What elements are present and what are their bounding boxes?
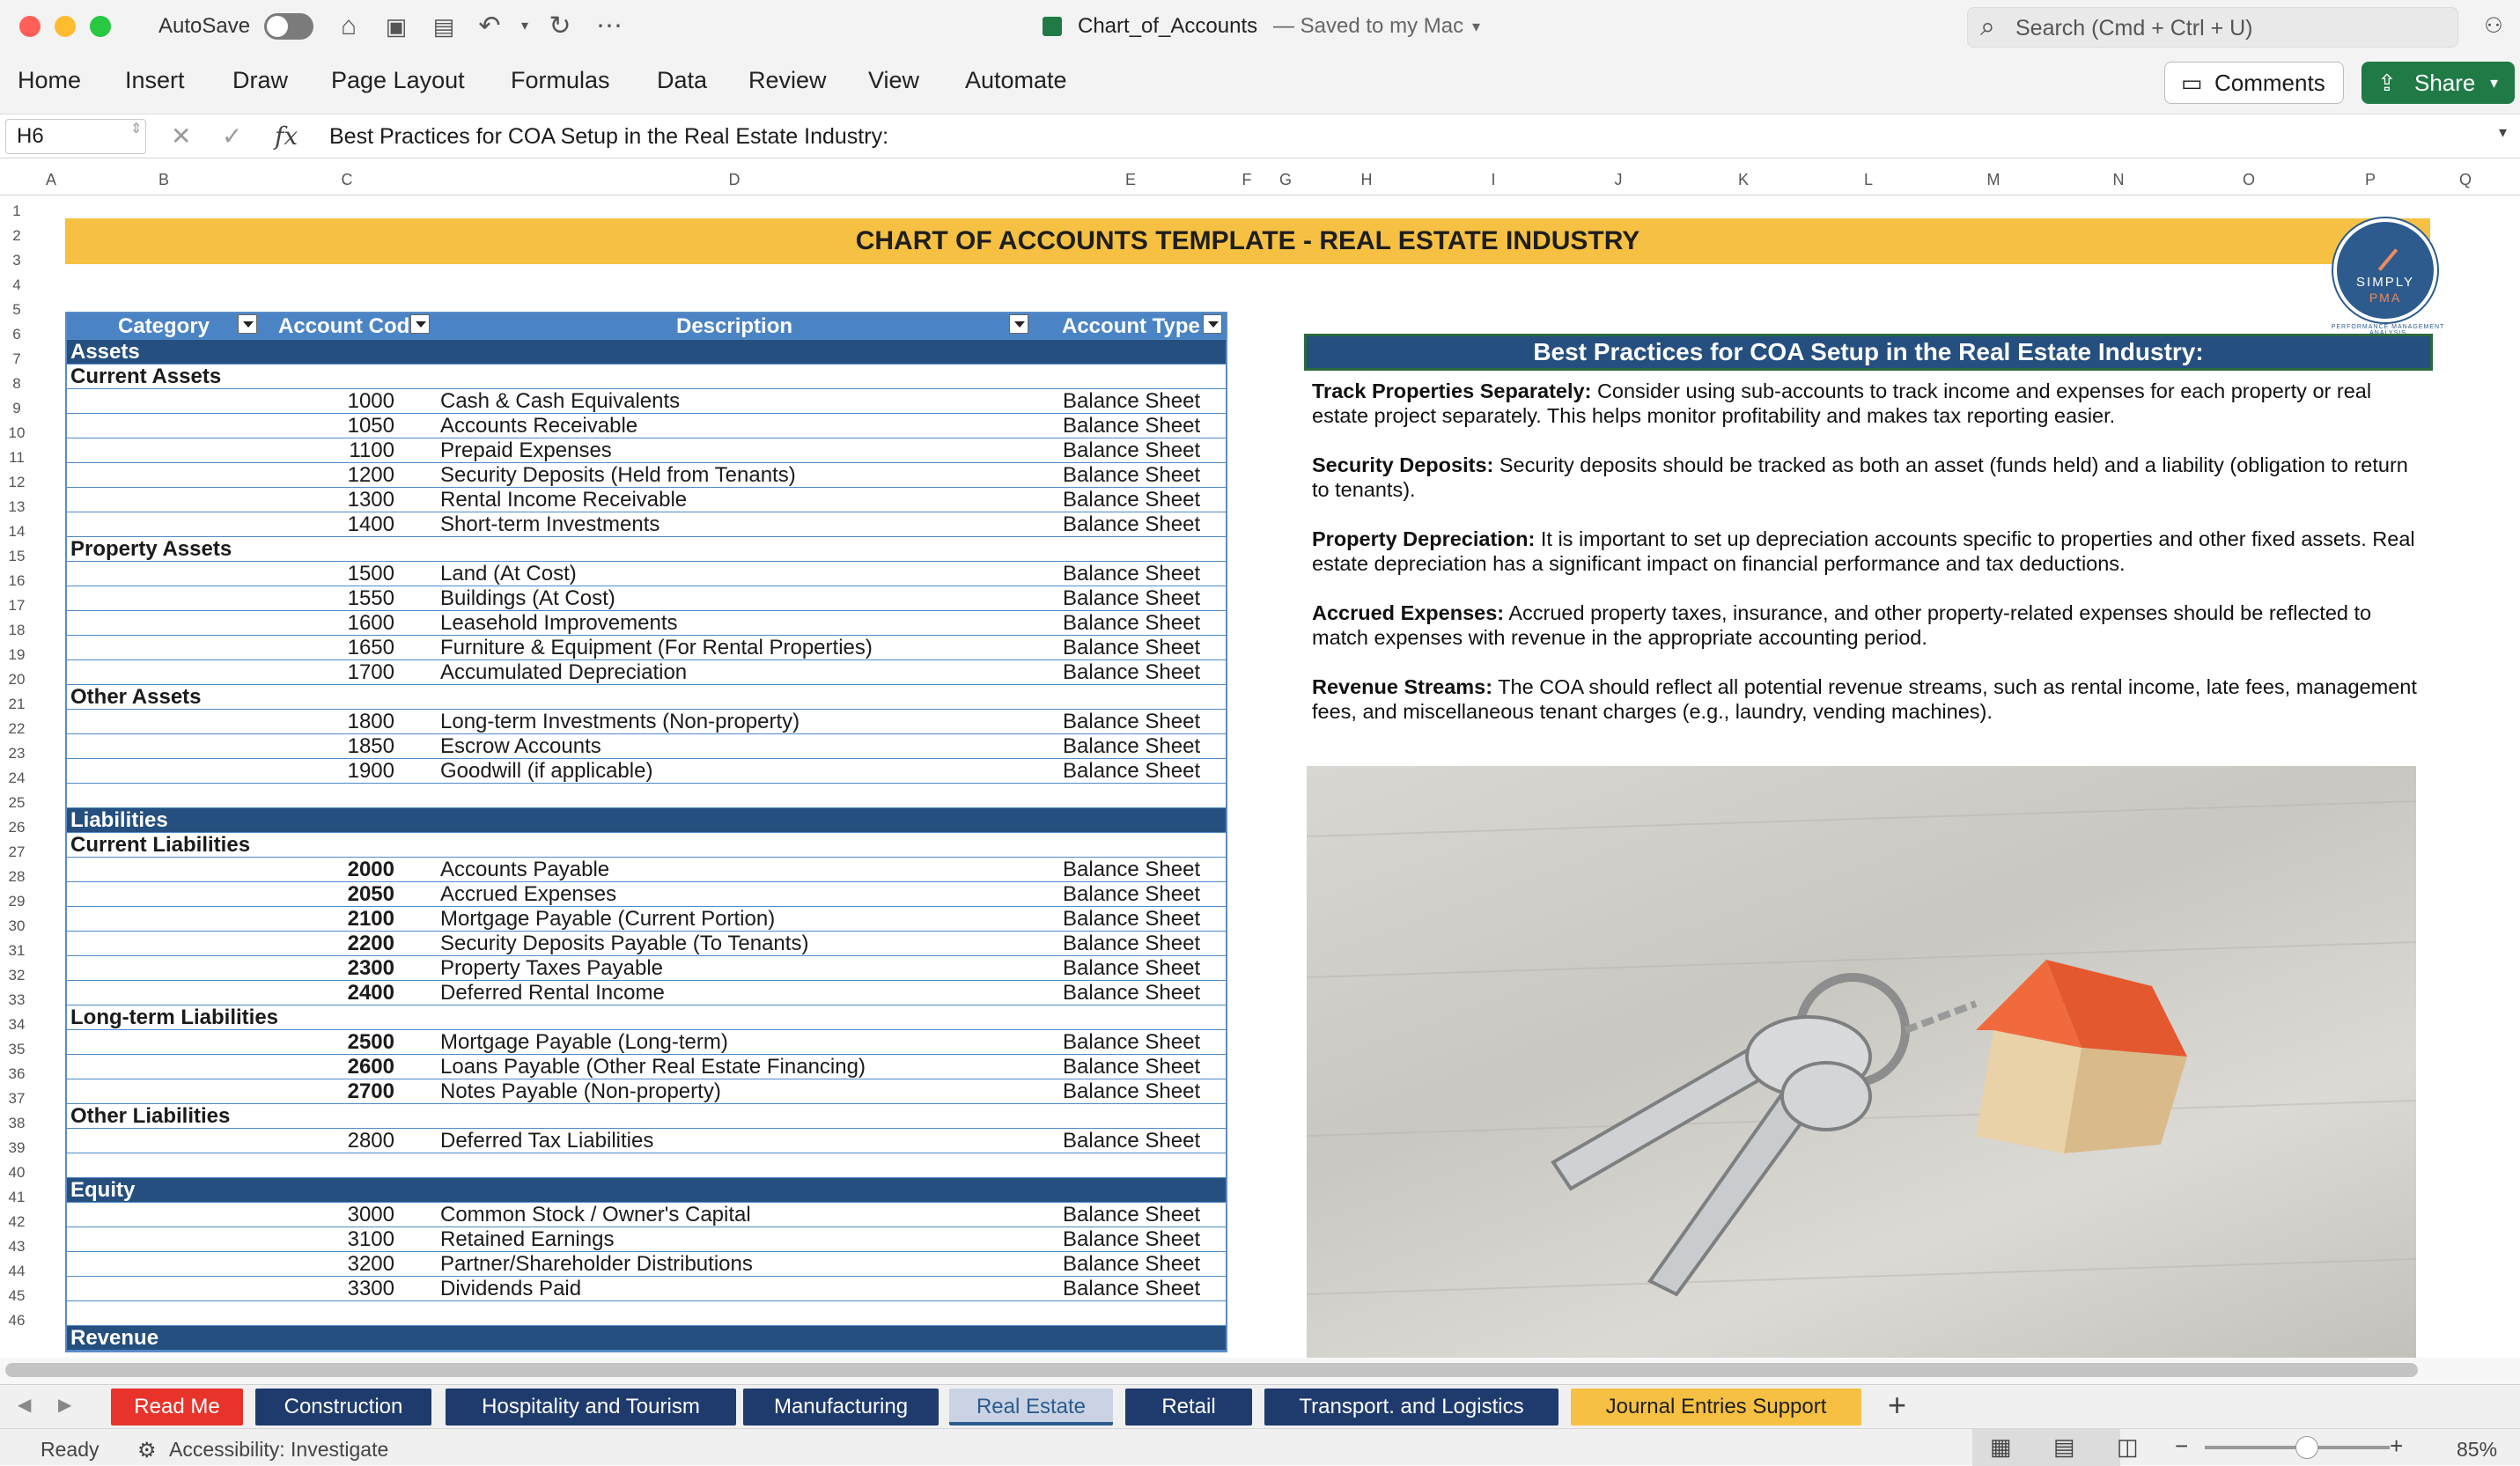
account-type[interactable]: Balance Sheet <box>1063 1252 1201 1276</box>
best-practice-text: Consider using sub-accounts to track income and expenses for each property or real estate project separately. This helps monitor profitability and makes tax reporting easier. <box>1312 379 2372 427</box>
search-input[interactable]: Search (Cmd + Ctrl + U) <box>2015 16 2253 41</box>
account-description[interactable]: Security Deposits (Held from Tenants) <box>440 463 796 487</box>
account-type[interactable]: Balance Sheet <box>1063 1055 1201 1079</box>
row-header[interactable]: 12 <box>8 474 26 490</box>
page-layout-view-icon[interactable]: ▤ <box>2053 1433 2075 1460</box>
account-code[interactable]: 1500 <box>347 562 394 586</box>
row-header[interactable]: 30 <box>8 917 26 934</box>
row-header[interactable]: 16 <box>8 572 26 589</box>
header-account-code: Account Cod <box>278 314 410 338</box>
account-type[interactable]: Balance Sheet <box>1063 882 1201 906</box>
table-row <box>67 1030 1226 1055</box>
account-type[interactable]: Balance Sheet <box>1063 562 1201 586</box>
table-row <box>67 389 1226 414</box>
column-header[interactable]: D <box>728 171 741 188</box>
row-header[interactable]: 29 <box>8 893 26 910</box>
account-code[interactable]: 1800 <box>347 710 394 733</box>
account-type[interactable]: Balance Sheet <box>1063 488 1201 512</box>
account-description[interactable]: Escrow Accounts <box>440 734 601 758</box>
account-type[interactable]: Balance Sheet <box>1063 1203 1201 1227</box>
row-header[interactable]: 36 <box>8 1065 26 1082</box>
section-row: Liabilities <box>67 808 1226 833</box>
account-code[interactable]: 1550 <box>347 586 394 610</box>
account-code[interactable]: 1000 <box>347 389 394 413</box>
comments-button[interactable] <box>2164 62 2344 104</box>
section-row: Equity <box>67 1178 1226 1203</box>
table-row <box>67 907 1226 932</box>
row-header[interactable]: 46 <box>8 1312 26 1329</box>
house-keys-photo <box>1307 766 2416 1358</box>
column-header[interactable]: J <box>1614 171 1623 188</box>
row-header[interactable]: 21 <box>8 696 26 712</box>
account-type[interactable]: Balance Sheet <box>1063 414 1201 438</box>
section-row: Assets <box>67 340 1226 365</box>
keys-illustration <box>1307 766 2416 1358</box>
best-practice-item <box>1312 674 2421 724</box>
scrollbar-thumb[interactable] <box>5 1363 2418 1377</box>
accessibility-status[interactable]: Accessibility: Investigate <box>169 1438 389 1461</box>
cancel-icon[interactable]: ✕ <box>171 122 192 150</box>
table-row <box>67 636 1226 660</box>
row-header[interactable]: 28 <box>8 868 26 885</box>
add-sheet-button[interactable]: + <box>1888 1387 1907 1423</box>
title-chevron-down-icon[interactable]: ▾ <box>1472 18 1481 35</box>
comment-icon: ▭ <box>2181 70 2203 96</box>
normal-view-icon[interactable]: ▦ <box>1990 1433 2012 1460</box>
account-description[interactable]: Prepaid Expenses <box>440 438 612 462</box>
row-header[interactable]: 34 <box>8 1016 26 1033</box>
row-header[interactable]: 37 <box>8 1090 26 1107</box>
logo-text-2: PMA <box>2369 291 2402 305</box>
search-icon: ⌕ <box>1980 12 1995 41</box>
sheet-tab[interactable]: Manufacturing <box>743 1389 939 1425</box>
table-row <box>67 488 1226 512</box>
home-icon[interactable]: ⌂ <box>340 11 357 41</box>
tab-draw[interactable]: Draw <box>232 67 289 93</box>
best-practice-heading: Revenue Streams: <box>1312 675 1493 698</box>
account-description[interactable]: Deferred Rental Income <box>440 981 665 1005</box>
gauge-needle-icon <box>2378 248 2398 271</box>
tab-review[interactable]: Review <box>748 67 827 93</box>
tab-formulas[interactable]: Formulas <box>511 67 610 93</box>
subsection-row: Property Assets <box>67 537 1226 562</box>
row-header[interactable]: 18 <box>8 622 26 638</box>
account-code[interactable]: 1700 <box>347 660 394 684</box>
minimize-window-button[interactable] <box>55 16 76 37</box>
account-type[interactable]: Balance Sheet <box>1063 932 1201 955</box>
share-button[interactable] <box>2362 62 2515 104</box>
table-row <box>67 882 1226 907</box>
account-type[interactable]: Balance Sheet <box>1063 981 1201 1005</box>
row-header[interactable]: 17 <box>8 597 26 614</box>
best-practice-heading: Accrued Expenses: <box>1312 601 1505 624</box>
account-description[interactable]: Property Taxes Payable <box>440 956 664 980</box>
row-header[interactable]: 44 <box>8 1263 26 1279</box>
account-type[interactable]: Balance Sheet <box>1063 907 1201 931</box>
row-header[interactable]: 42 <box>8 1213 26 1230</box>
best-practice-text: Security deposits should be tracked as both an asset (funds held) and a liability (obligation to return to tenants). <box>1312 453 2408 501</box>
zoom-window-button[interactable] <box>90 16 111 37</box>
account-code[interactable]: 2000 <box>347 858 394 881</box>
column-header[interactable]: P <box>2364 171 2376 188</box>
sheet-tab[interactable]: Read Me <box>111 1389 243 1425</box>
table-row <box>67 981 1226 1006</box>
sheet-tab[interactable]: Hospitality and Tourism <box>446 1389 736 1425</box>
account-code[interactable]: 1850 <box>347 734 394 758</box>
row-header[interactable]: 24 <box>8 770 26 786</box>
table-row <box>67 1227 1226 1252</box>
account-description[interactable]: Cash & Cash Equivalents <box>440 389 681 413</box>
row-header[interactable]: 11 <box>9 449 25 466</box>
account-code[interactable]: 1100 <box>349 438 394 462</box>
row-header[interactable]: 43 <box>8 1238 26 1255</box>
autosave-toggle[interactable] <box>264 13 313 40</box>
column-header[interactable]: L <box>1863 171 1873 188</box>
table-row <box>67 414 1226 438</box>
account-code[interactable]: 2500 <box>347 1030 394 1054</box>
account-description[interactable]: Furniture & Equipment (For Rental Properties) <box>440 636 873 659</box>
column-header[interactable]: F <box>1242 171 1252 188</box>
table-row <box>67 1055 1226 1079</box>
prev-sheet-icon[interactable]: ◀ <box>18 1396 32 1415</box>
best-practice-item <box>1312 453 2421 502</box>
best-practice-text: It is important to set up depreciation accounts specific to properties and other fixed assets. Real estate depreciation has a significant impact on financial performance and tax deductions. <box>1312 527 2415 575</box>
account-code[interactable]: 1050 <box>347 414 394 438</box>
row-header[interactable]: 4 <box>12 276 21 293</box>
account-code[interactable]: 3000 <box>347 1203 394 1227</box>
table-row <box>67 932 1226 956</box>
formula-bar <box>0 114 2520 158</box>
row-header[interactable]: 26 <box>8 819 26 836</box>
best-practice-item <box>1312 600 2421 650</box>
excel-file-icon <box>1043 17 1062 36</box>
zoom-slider-thumb[interactable] <box>2295 1436 2318 1459</box>
share-label: Share <box>2414 70 2476 96</box>
subsection-row: Long-term Liabilities <box>67 1006 1226 1030</box>
accessibility-icon[interactable]: ⚙ <box>137 1439 157 1462</box>
account-type[interactable]: Balance Sheet <box>1063 389 1201 413</box>
account-description[interactable]: Rental Income Receivable <box>440 488 688 512</box>
row-header[interactable]: 40 <box>8 1164 26 1181</box>
account-type[interactable]: Balance Sheet <box>1063 586 1201 610</box>
account-description[interactable]: Partner/Shareholder Distributions <box>440 1252 753 1276</box>
account-type[interactable]: Balance Sheet <box>1063 438 1201 462</box>
column-header[interactable]: M <box>1986 171 2001 188</box>
account-code[interactable]: 3100 <box>347 1227 394 1251</box>
account-description[interactable]: Accounts Payable <box>440 858 610 881</box>
account-code[interactable]: 1900 <box>347 759 394 783</box>
account-code[interactable]: 2400 <box>347 981 394 1005</box>
zoom-slider[interactable] <box>2205 1446 2390 1449</box>
table-row <box>67 1129 1226 1153</box>
table-row <box>67 734 1226 759</box>
table-row <box>67 562 1226 586</box>
account-code[interactable]: 2050 <box>347 882 394 906</box>
account-type[interactable]: Balance Sheet <box>1063 1227 1201 1251</box>
account-code[interactable]: 1650 <box>347 636 394 659</box>
table-row <box>67 1203 1226 1227</box>
account-description[interactable]: Retained Earnings <box>440 1227 615 1251</box>
subsection-row: Current Assets <box>67 365 1226 389</box>
section-row: Revenue <box>67 1326 1226 1351</box>
column-header[interactable]: K <box>1737 171 1749 188</box>
tab-automate[interactable]: Automate <box>965 67 1067 93</box>
more-icon[interactable]: ⋯ <box>596 11 623 41</box>
subsection-row: Other Liabilities <box>67 1104 1226 1129</box>
row-header[interactable]: 32 <box>8 967 26 983</box>
tab-insert[interactable]: Insert <box>125 67 185 93</box>
column-header[interactable]: G <box>1278 171 1292 188</box>
fx-icon[interactable]: fx <box>275 122 298 151</box>
account-type[interactable]: Balance Sheet <box>1063 1129 1201 1153</box>
column-header[interactable]: N <box>2112 171 2125 188</box>
table-row <box>67 611 1226 636</box>
next-sheet-icon[interactable]: ▶ <box>58 1396 72 1415</box>
subsection-row: Other Assets <box>67 685 1226 710</box>
account-code[interactable]: 2600 <box>347 1055 394 1079</box>
table-row <box>67 586 1226 611</box>
column-header[interactable]: A <box>45 171 56 188</box>
table-row <box>67 759 1226 784</box>
account-code[interactable]: 2300 <box>347 956 394 980</box>
description-filter-button[interactable] <box>1009 314 1028 334</box>
account-description[interactable]: Common Stock / Owner's Capital <box>440 1203 751 1227</box>
account-description[interactable]: Long-term Investments (Non-property) <box>440 710 800 733</box>
column-header[interactable]: O <box>2242 171 2255 188</box>
table-row <box>67 1252 1226 1277</box>
name-box-stepper-icon[interactable]: ⇕ <box>130 122 143 136</box>
account-code[interactable]: 2800 <box>347 1129 394 1153</box>
row-header[interactable]: 39 <box>8 1139 26 1156</box>
tab-data[interactable]: Data <box>657 67 708 93</box>
title-bar <box>0 0 2520 55</box>
column-header[interactable]: C <box>341 171 353 188</box>
ribbon-tabs <box>0 55 2520 114</box>
row-header[interactable]: 23 <box>8 745 26 762</box>
account-type[interactable]: Balance Sheet <box>1063 463 1201 487</box>
account-description[interactable]: Loans Payable (Other Real Estate Financing) <box>440 1055 866 1079</box>
account-description[interactable]: Accrued Expenses <box>440 882 617 906</box>
name-box[interactable]: H6 <box>5 119 146 154</box>
row-header[interactable]: 3 <box>12 252 21 269</box>
type-filter-button[interactable] <box>1203 314 1222 334</box>
row-header[interactable]: 38 <box>8 1115 26 1131</box>
table-row <box>67 463 1226 488</box>
row-header[interactable]: 41 <box>8 1189 26 1205</box>
row-header[interactable]: 27 <box>8 844 26 860</box>
share-icon: ⇪ <box>2377 70 2397 96</box>
account-description[interactable]: Accumulated Depreciation <box>440 660 688 684</box>
account-description[interactable]: Deferred Tax Liabilities <box>440 1129 654 1153</box>
search-box[interactable] <box>1967 7 2458 48</box>
account-description[interactable]: Mortgage Payable (Current Portion) <box>440 907 776 931</box>
row-header[interactable]: 14 <box>8 523 26 540</box>
row-header[interactable]: 13 <box>8 498 26 515</box>
sheet-tab[interactable]: Journal Entries Support <box>1571 1389 1861 1425</box>
blank-row <box>67 1301 1226 1326</box>
zoom-level[interactable]: 85% <box>2457 1438 2498 1461</box>
row-header[interactable]: 8 <box>12 375 21 392</box>
table-row <box>67 660 1226 685</box>
table-body <box>67 340 1226 1351</box>
column-header[interactable]: E <box>1124 171 1136 188</box>
comments-label: Comments <box>2214 70 2325 96</box>
simply-pma-logo <box>2333 218 2437 322</box>
account-type[interactable]: Balance Sheet <box>1063 759 1201 783</box>
horizontal-scrollbar[interactable] <box>0 1358 2520 1384</box>
file-name: Chart_of_Accounts <box>1078 14 1258 38</box>
enter-icon[interactable]: ✓ <box>222 122 243 150</box>
sheet-tab[interactable]: Construction <box>255 1389 431 1425</box>
account-type[interactable]: Balance Sheet <box>1063 512 1201 536</box>
column-header[interactable]: B <box>158 171 169 188</box>
column-header[interactable]: H <box>1360 171 1373 188</box>
row-header[interactable]: 22 <box>8 720 26 737</box>
account-description[interactable]: Land (At Cost) <box>440 562 577 586</box>
sheet-tabs-bar <box>0 1384 2520 1428</box>
account-type[interactable]: Balance Sheet <box>1063 1277 1201 1300</box>
best-practice-heading: Track Properties Separately: <box>1312 379 1592 402</box>
table-header-row <box>67 313 1226 340</box>
row-header[interactable]: 5 <box>12 301 21 318</box>
row-header[interactable]: 1 <box>12 203 21 219</box>
table-row <box>67 1079 1226 1104</box>
account-description[interactable]: Short-term Investments <box>440 512 660 536</box>
row-header[interactable]: 35 <box>8 1041 26 1057</box>
status-ready: Ready <box>41 1438 99 1461</box>
row-header[interactable]: 2 <box>12 227 21 244</box>
account-code[interactable]: 1200 <box>347 463 394 487</box>
save-icon[interactable]: ▣ <box>385 13 408 40</box>
account-description[interactable]: Dividends Paid <box>440 1277 582 1300</box>
sheet-tab[interactable]: Real Estate <box>949 1389 1113 1425</box>
account-description[interactable]: Security Deposits Payable (To Tenants) <box>440 932 809 955</box>
header-category: Category <box>118 314 210 338</box>
row-header[interactable]: 15 <box>8 548 26 564</box>
row-header[interactable]: 19 <box>8 646 26 663</box>
tab-home[interactable]: Home <box>18 67 82 93</box>
table-row <box>67 512 1226 537</box>
formula-input[interactable]: Best Practices for COA Setup in the Real Estate Industry: <box>329 124 889 149</box>
account-type[interactable]: Balance Sheet <box>1063 1030 1201 1054</box>
redo-icon[interactable]: ↻ <box>549 11 571 41</box>
table-row <box>67 858 1226 882</box>
sheet-title-banner: CHART OF ACCOUNTS TEMPLATE - REAL ESTATE INDUSTRY <box>65 218 2430 264</box>
logo-text: SIMPLY <box>2356 275 2414 290</box>
tab-view[interactable]: View <box>868 67 920 93</box>
row-header[interactable]: 31 <box>8 942 26 959</box>
row-header[interactable]: 9 <box>12 400 21 416</box>
undo-dropdown-icon[interactable]: ▾ <box>520 18 529 33</box>
account-type[interactable]: Balance Sheet <box>1063 636 1201 659</box>
account-type[interactable]: Balance Sheet <box>1063 858 1201 881</box>
row-header[interactable]: 10 <box>8 424 26 441</box>
expand-formula-icon[interactable]: ▾ <box>2499 123 2508 141</box>
best-practice-heading: Property Depreciation: <box>1312 527 1536 550</box>
status-bar <box>0 1428 2520 1465</box>
column-headers <box>0 164 2520 195</box>
row-header[interactable]: 25 <box>8 794 26 811</box>
row-header[interactable]: 33 <box>8 991 26 1008</box>
account-type[interactable]: Balance Sheet <box>1063 710 1201 733</box>
column-header[interactable]: Q <box>2458 171 2472 188</box>
share-chevron-down-icon: ▾ <box>2490 74 2499 92</box>
account-icon[interactable]: ⚇ <box>2484 14 2503 38</box>
row-header[interactable]: 20 <box>8 671 26 688</box>
row-headers <box>0 195 33 1358</box>
best-practices-title[interactable]: Best Practices for COA Setup in the Real Estate Industry: <box>1307 336 2430 368</box>
zoom-out-button[interactable]: − <box>2175 1433 2189 1459</box>
subsection-row: Current Liabilities <box>67 833 1226 858</box>
save-status: — Saved to my Mac <box>1273 14 1464 38</box>
accounts-table <box>65 312 1227 1352</box>
row-header[interactable]: 6 <box>12 326 21 343</box>
account-type[interactable]: Balance Sheet <box>1063 956 1201 980</box>
best-practice-text: The COA should reflect all potential revenue streams, such as rental income, late fees, management fees, and miscellaneous tenant charges (e.g., laundry, vending machines). <box>1312 675 2417 723</box>
account-description[interactable]: Goodwill (if applicable) <box>440 759 653 783</box>
account-code[interactable]: 2700 <box>347 1079 394 1103</box>
account-code[interactable]: 1300 <box>347 488 394 512</box>
autosave-label: AutoSave <box>158 14 251 38</box>
account-code[interactable]: 3200 <box>347 1252 394 1276</box>
row-header[interactable]: 7 <box>12 350 21 367</box>
account-code[interactable]: 2100 <box>347 907 394 931</box>
page-break-view-icon[interactable]: ◫ <box>2117 1433 2139 1460</box>
best-practice-text: Accrued property taxes, insurance, and other property-related expenses should be reflected to match expenses with revenue in the appropriate accounting period. <box>1312 601 2372 649</box>
category-filter-button[interactable] <box>238 314 257 334</box>
sheet-tab[interactable]: Retail <box>1125 1389 1252 1425</box>
logo-subtitle: PERFORMANCE MANAGEMENT ANALYSIS <box>2331 324 2445 336</box>
sheet-tab[interactable]: Transport. and Logistics <box>1264 1389 1558 1425</box>
save-as-icon[interactable]: ▤ <box>432 13 455 40</box>
account-type[interactable]: Balance Sheet <box>1063 660 1201 684</box>
account-description[interactable]: Notes Payable (Non-property) <box>440 1079 721 1103</box>
undo-icon[interactable]: ↶ <box>478 11 501 41</box>
account-type[interactable]: Balance Sheet <box>1063 1079 1201 1103</box>
table-row <box>67 1277 1226 1301</box>
account-code[interactable]: 2200 <box>347 932 394 955</box>
account-description[interactable]: Accounts Receivable <box>440 414 638 438</box>
best-practice-item <box>1312 527 2421 576</box>
close-window-button[interactable] <box>19 16 41 37</box>
table-row <box>67 710 1226 734</box>
row-header[interactable]: 45 <box>8 1287 26 1304</box>
header-description: Description <box>676 314 793 338</box>
code-filter-button[interactable] <box>410 314 430 334</box>
account-code[interactable]: 1400 <box>347 512 394 536</box>
account-description[interactable]: Mortgage Payable (Long-term) <box>440 1030 728 1054</box>
blank-row <box>67 1153 1226 1178</box>
best-practice-item <box>1312 379 2421 428</box>
table-row <box>67 438 1226 463</box>
account-description[interactable]: Leasehold Improvements <box>440 611 678 635</box>
account-code[interactable]: 1600 <box>347 611 394 635</box>
best-practice-heading: Security Deposits: <box>1312 453 1494 476</box>
header-account-type: Account Type <box>1062 314 1200 338</box>
blank-row <box>67 784 1226 808</box>
account-type[interactable]: Balance Sheet <box>1063 611 1201 635</box>
tab-page-layout[interactable]: Page Layout <box>331 67 465 93</box>
zoom-in-button[interactable]: + <box>2390 1433 2404 1459</box>
table-row <box>67 956 1226 981</box>
account-type[interactable]: Balance Sheet <box>1063 734 1201 758</box>
account-code[interactable]: 3300 <box>347 1277 394 1300</box>
account-description[interactable]: Buildings (At Cost) <box>440 586 615 610</box>
column-header[interactable]: I <box>1491 171 1496 188</box>
